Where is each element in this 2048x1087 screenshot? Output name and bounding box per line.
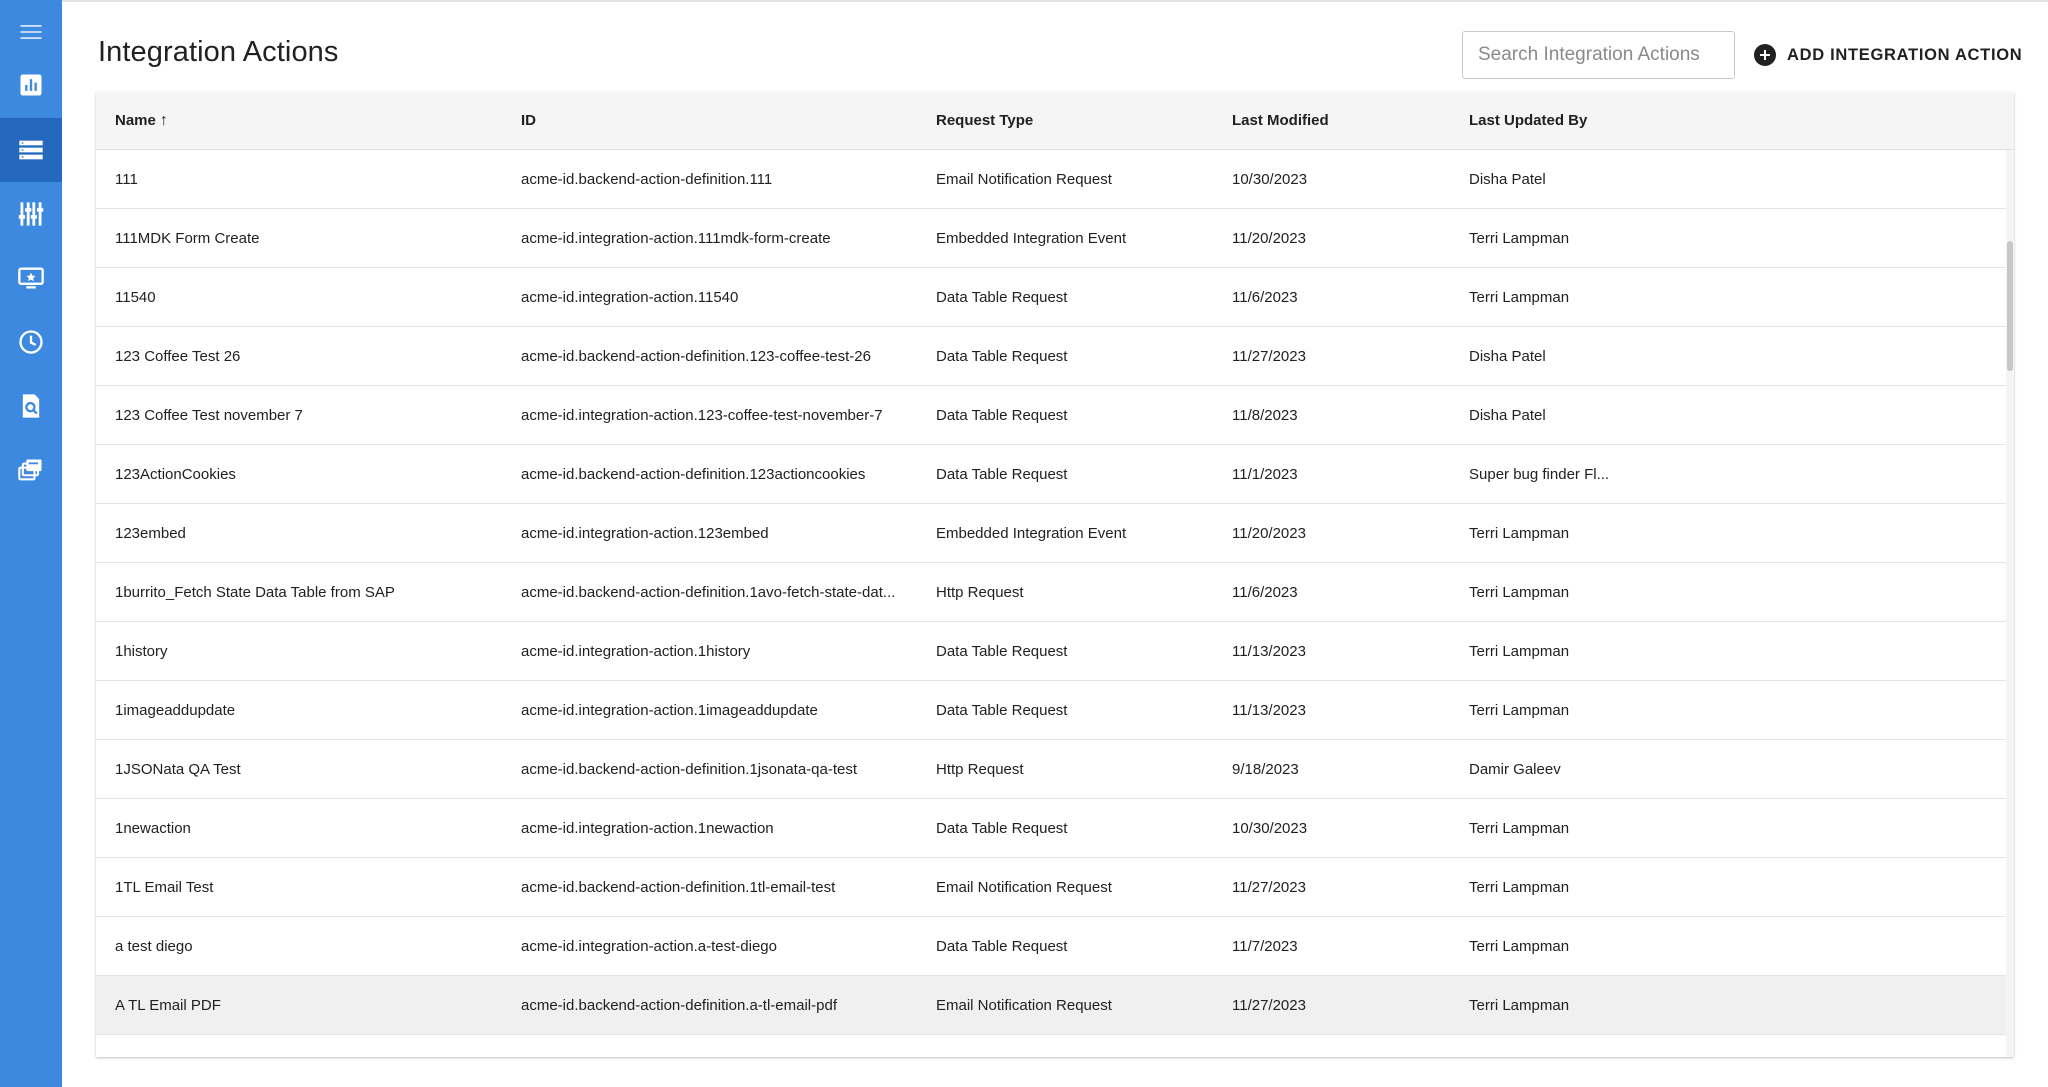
cell-request-type: Email Notification Request — [936, 171, 1112, 188]
library-icon — [17, 456, 45, 484]
cell-name: 123 Coffee Test 26 — [115, 348, 241, 365]
cell-name: 1burrito_Fetch State Data Table from SAP — [115, 584, 395, 601]
cell-request-type: Data Table Request — [936, 702, 1068, 719]
table-scrollbar[interactable] — [2006, 150, 2014, 1057]
table-row[interactable] — [96, 445, 2006, 504]
cell-id: acme-id.integration-action.123embed — [521, 525, 769, 542]
cell-name: 1JSONata QA Test — [115, 761, 241, 778]
cell-last-modified: 9/18/2023 — [1232, 761, 1299, 778]
cell-last-modified: 11/6/2023 — [1232, 584, 1298, 601]
table-row[interactable] — [96, 504, 2006, 563]
cell-name: 123 Coffee Test november 7 — [115, 407, 303, 424]
cell-last-modified: 11/27/2023 — [1232, 348, 1306, 365]
column-header-label: Name — [115, 112, 156, 129]
cell-last-updated-by: Super bug finder Fl... — [1469, 466, 1610, 483]
clock-icon — [17, 328, 45, 356]
cell-last-modified: 11/13/2023 — [1232, 643, 1306, 660]
table-row[interactable] — [96, 268, 2006, 327]
table-row[interactable] — [96, 209, 2006, 268]
cell-name: 123ActionCookies — [115, 466, 236, 483]
sidebar-item-history[interactable] — [0, 310, 62, 374]
equalizer-icon — [17, 200, 45, 228]
integration-actions-table — [96, 92, 2014, 1057]
cell-name: 1imageaddupdate — [115, 702, 236, 719]
table-row[interactable] — [96, 622, 2006, 681]
menu-icon — [17, 18, 45, 46]
table-row[interactable] — [96, 563, 2006, 622]
cell-last-updated-by: Terri Lampman — [1469, 584, 1570, 601]
table-header — [96, 92, 2014, 150]
cell-last-updated-by: Terri Lampman — [1469, 525, 1570, 542]
sidebar-item-dashboard[interactable] — [0, 53, 62, 117]
cell-id: acme-id.backend-action-definition.123actioncookies — [521, 466, 866, 483]
cell-last-updated-by: Terri Lampman — [1469, 643, 1570, 660]
cell-id: acme-id.integration-action.a-test-diego — [521, 938, 777, 955]
cell-name: 11540 — [115, 289, 156, 306]
table-row[interactable] — [96, 681, 2006, 740]
cell-name: a test diego — [115, 938, 193, 955]
cell-id: acme-id.backend-action-definition.123-coffee-test-26 — [521, 348, 871, 365]
cell-last-updated-by: Disha Patel — [1469, 407, 1546, 424]
page-title: Integration Actions — [98, 36, 339, 68]
cell-request-type: Http Request — [936, 584, 1024, 601]
cell-last-modified: 10/30/2023 — [1232, 820, 1308, 837]
cell-last-updated-by: Disha Patel — [1469, 171, 1546, 188]
cell-id: acme-id.integration-action.1history — [521, 643, 751, 660]
scrollbar-thumb[interactable] — [2007, 241, 2013, 371]
cell-last-modified: 11/27/2023 — [1232, 879, 1306, 896]
search-input[interactable] — [1462, 31, 1735, 79]
sidebar-item-screens[interactable] — [0, 246, 62, 310]
table-row[interactable] — [96, 150, 2006, 209]
sidebar-item-controls[interactable] — [0, 182, 62, 246]
column-header-name[interactable] — [115, 92, 168, 150]
monitor-star-icon — [17, 264, 45, 292]
sidebar-item-library[interactable] — [0, 438, 62, 502]
cell-last-updated-by: Terri Lampman — [1469, 879, 1570, 896]
cell-last-modified: 11/7/2023 — [1232, 938, 1298, 955]
cell-request-type: Data Table Request — [936, 820, 1068, 837]
cell-id: acme-id.integration-action.1newaction — [521, 820, 774, 837]
column-header-request-type[interactable]: Request Type — [936, 112, 1034, 129]
cell-last-modified: 11/20/2023 — [1232, 525, 1306, 542]
cell-request-type: Data Table Request — [936, 289, 1068, 306]
cell-last-modified: 11/20/2023 — [1232, 230, 1306, 247]
document-search-icon — [17, 392, 45, 420]
cell-last-modified: 11/6/2023 — [1232, 289, 1298, 306]
list-icon — [17, 136, 45, 164]
cell-name: 1history — [115, 643, 168, 660]
cell-name: 123embed — [115, 525, 186, 542]
cell-request-type: Data Table Request — [936, 938, 1068, 955]
column-header-last-modified[interactable]: Last Modified — [1232, 112, 1329, 129]
add-circle-icon — [1754, 44, 1776, 66]
cell-request-type: Email Notification Request — [936, 997, 1112, 1014]
cell-id: acme-id.integration-action.1imageaddupdate — [521, 702, 818, 719]
cell-last-modified: 11/27/2023 — [1232, 997, 1306, 1014]
cell-request-type: Email Notification Request — [936, 879, 1112, 896]
top-divider — [0, 0, 2048, 2]
column-header-id[interactable]: ID — [521, 112, 536, 129]
cell-request-type: Data Table Request — [936, 466, 1068, 483]
cell-last-updated-by: Terri Lampman — [1469, 997, 1570, 1014]
cell-id: acme-id.integration-action.111mdk-form-create — [521, 230, 831, 247]
cell-request-type: Data Table Request — [936, 643, 1068, 660]
cell-last-modified: 11/13/2023 — [1232, 702, 1306, 719]
cell-request-type: Data Table Request — [936, 407, 1068, 424]
cell-id: acme-id.backend-action-definition.1avo-fetch-state-dat... — [521, 584, 896, 601]
table-row[interactable] — [96, 327, 2006, 386]
cell-id: acme-id.backend-action-definition.1tl-email-test — [521, 879, 836, 896]
cell-last-updated-by: Terri Lampman — [1469, 938, 1570, 955]
table-row[interactable] — [96, 976, 2006, 1035]
cell-last-modified: 11/8/2023 — [1232, 407, 1298, 424]
sort-arrow-up-icon: ↑ — [159, 112, 168, 129]
cell-last-modified: 10/30/2023 — [1232, 171, 1308, 188]
column-header-last-updated-by[interactable]: Last Updated By — [1469, 112, 1588, 129]
cell-request-type: Data Table Request — [936, 348, 1068, 365]
cell-id: acme-id.backend-action-definition.a-tl-email-pdf — [521, 997, 837, 1014]
add-button-label: ADD INTEGRATION ACTION — [1787, 45, 2023, 64]
cell-name: 111MDK Form Create — [115, 230, 260, 247]
cell-last-updated-by: Terri Lampman — [1469, 289, 1570, 306]
cell-request-type: Embedded Integration Event — [936, 525, 1127, 542]
table-row[interactable] — [96, 740, 2006, 799]
cell-name: 1newaction — [115, 820, 191, 837]
cell-last-updated-by: Damir Galeev — [1469, 761, 1561, 778]
cell-name: A TL Email PDF — [115, 997, 221, 1014]
sidebar — [0, 0, 62, 1087]
cell-name: 111 — [115, 171, 138, 188]
table-row[interactable] — [96, 386, 2006, 445]
cell-id: acme-id.integration-action.123-coffee-test-november-7 — [521, 407, 883, 424]
cell-last-updated-by: Disha Patel — [1469, 348, 1546, 365]
cell-name: 1TL Email Test — [115, 879, 214, 896]
cell-id: acme-id.backend-action-definition.111 — [521, 171, 773, 188]
cell-id: acme-id.backend-action-definition.1jsonata-qa-test — [521, 761, 858, 778]
cell-id: acme-id.integration-action.11540 — [521, 289, 739, 306]
bar-chart-icon — [17, 71, 45, 99]
table-row[interactable] — [96, 917, 2006, 976]
cell-last-updated-by: Terri Lampman — [1469, 702, 1570, 719]
add-integration-action-button[interactable] — [1754, 38, 2022, 72]
cell-last-updated-by: Terri Lampman — [1469, 820, 1570, 837]
sidebar-item-document-search[interactable] — [0, 374, 62, 438]
sidebar-item-integration-actions[interactable] — [0, 118, 62, 182]
cell-last-modified: 11/1/2023 — [1232, 466, 1298, 483]
table-row[interactable] — [96, 858, 2006, 917]
table-row[interactable] — [96, 799, 2006, 858]
cell-last-updated-by: Terri Lampman — [1469, 230, 1570, 247]
cell-request-type: Http Request — [936, 761, 1024, 778]
cell-request-type: Embedded Integration Event — [936, 230, 1127, 247]
